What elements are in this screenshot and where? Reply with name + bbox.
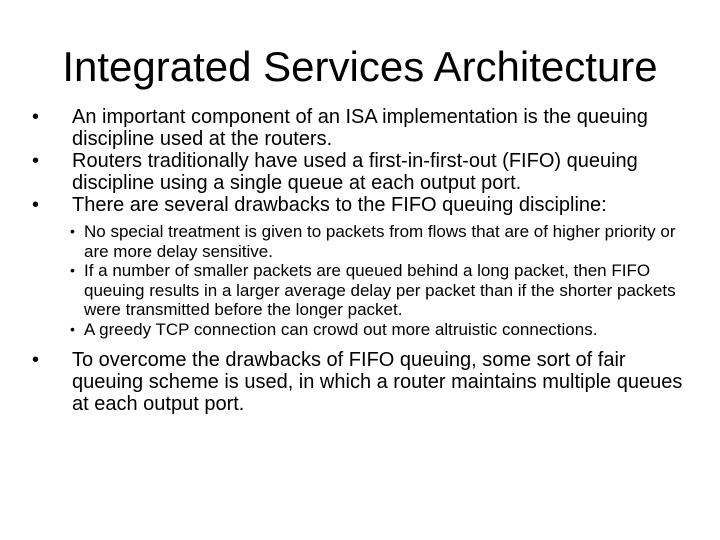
bullet-item: [28, 150, 688, 194]
bullet-text: To overcome the drawbacks of FIFO queuing, some sort of fair queuing scheme is used, in which a router maintains multiple queues at each output port.: [72, 349, 683, 415]
sub-bullet-marker: •: [70, 223, 75, 239]
bullet-marker: •: [32, 194, 40, 216]
sub-bullet-list: [56, 222, 688, 339]
bullet-item: [28, 194, 688, 339]
bullet-marker: •: [32, 106, 40, 128]
sub-bullet-item: [56, 261, 688, 320]
bullet-marker: •: [32, 349, 40, 371]
bullet-text: There are several drawbacks to the FIFO queuing discipline:: [72, 194, 607, 216]
sub-bullet-text: No special treatment is given to packets from flows that are of higher priority or are more delay sensitive.: [84, 222, 676, 261]
sub-bullet-item: [56, 320, 688, 340]
sub-bullet-marker: •: [70, 320, 75, 337]
sub-bullet-item: [56, 222, 688, 261]
bullet-item: [28, 349, 688, 415]
sub-bullet-text: A greedy TCP connection can crowd out more altruistic connections.: [84, 319, 598, 339]
bullet-text: Routers traditionally have used a first-in-first-out (FIFO) queuing discipline using a single queue at each output port.: [72, 150, 638, 194]
bullet-text: An important component of an ISA implementation is the queuing discipline used at the routers.: [72, 106, 648, 150]
bullet-marker: •: [32, 150, 40, 172]
sub-bullet-text: If a number of smaller packets are queued behind a long packet, then FIFO queuing results in a larger average delay per packet than if the shorter packets were transmitted before the longer packet.: [84, 261, 676, 319]
bullet-list: [28, 106, 688, 415]
bullet-item: [28, 106, 688, 150]
slide-title: Integrated Services Architecture: [62, 43, 658, 90]
sub-bullet-marker: •: [70, 262, 75, 278]
